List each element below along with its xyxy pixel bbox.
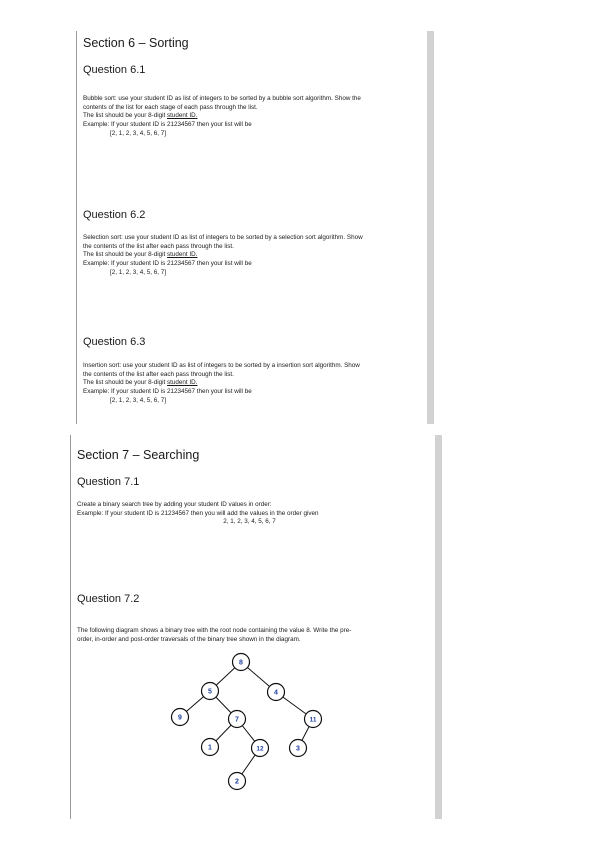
question-6-3-example-list: [2, 1, 2, 3, 4, 5, 6, 7] xyxy=(110,396,167,404)
tree-node-7-label: 7 xyxy=(235,716,239,724)
tree-node-12-label: 12 xyxy=(256,745,264,753)
tree-node-2-label: 2 xyxy=(235,778,239,786)
question-6-3-line-1: Insertion sort: use your student ID as list of integers to be sorted by a insertion sort algorithm. Show xyxy=(83,362,360,369)
question-6-2-line-2: the contents of the list after each pass through the list. xyxy=(83,242,234,250)
question-7-2-line-2: order, in-order and post-order traversals of the binary tree shown in the diagram. xyxy=(77,635,301,643)
question-7-2-line-1: The following diagram shows a binary tree with the root node containing the value 8. Write the pre- xyxy=(77,627,352,634)
tree-node-3 xyxy=(290,740,307,757)
tree-node-4 xyxy=(268,684,285,701)
tree-node-9 xyxy=(172,709,189,726)
tree-node-11 xyxy=(305,711,322,728)
question-6-1-example-list: [2, 1, 2, 3, 4, 5, 6, 7] xyxy=(110,129,167,137)
question-7-1-line-1: Create a binary search tree by adding your student ID values in order: xyxy=(77,501,272,508)
student-id-link[interactable]: student ID. xyxy=(167,112,198,120)
tree-node-3-label: 3 xyxy=(296,745,300,753)
tree-node-11-label: 11 xyxy=(309,716,317,724)
question-6-2-title: Question 6.2 xyxy=(83,209,146,221)
question-6-3-line-2: the contents of the list after each pass through the list. xyxy=(83,370,234,378)
tree-node-12 xyxy=(252,740,269,757)
question-7-1-example-values: 2, 1, 2, 3, 4, 5, 6, 7 xyxy=(223,518,276,526)
question-6-1-title: Question 6.1 xyxy=(83,64,146,76)
question-6-2-example-list: [2, 1, 2, 3, 4, 5, 6, 7] xyxy=(110,268,167,276)
tree-node-5-label: 5 xyxy=(208,688,212,696)
question-6-1-line-3-text: The list should be your 8-digit xyxy=(83,112,168,120)
student-id-link[interactable]: student ID. xyxy=(167,379,198,387)
tree-node-2 xyxy=(229,773,246,790)
tree-nodes xyxy=(172,654,322,790)
question-6-2-line-3-text: The list should be your 8-digit xyxy=(83,251,168,259)
tree-node-1 xyxy=(202,739,219,756)
tree-node-9-label: 9 xyxy=(178,714,182,722)
question-6-3-line-3-text: The list should be your 8-digit xyxy=(83,379,168,387)
question-7-1-title: Question 7.1 xyxy=(77,476,140,488)
section-6-title: Section 6 – Sorting xyxy=(83,36,189,50)
question-6-2-line-4: Example: If your student ID is 21234567 then your list will be xyxy=(83,260,252,268)
question-6-2-line-1: Selection sort: use your student ID as list of integers to be sorted by a selection sort algorithm. Show xyxy=(83,234,363,241)
question-6-1-line-4: Example: If your student ID is 21234567 then your list will be xyxy=(83,121,252,129)
question-6-3-line-4: Example: If your student ID is 21234567 then your list will be xyxy=(83,388,252,396)
tree-edges xyxy=(180,659,313,781)
question-6-1-line-2: contents of the list for each stage of each pass through the list. xyxy=(83,103,258,111)
question-7-1-line-2: Example: If your student ID is 21234567 then you will add the values in the order given xyxy=(77,509,319,517)
tree-node-7 xyxy=(229,711,246,728)
question-6-3-title: Question 6.3 xyxy=(83,336,146,348)
question-6-1-line-1: Bubble sort: use your student ID as list of integers to be sorted by a bubble sort algorithm. Show the xyxy=(83,95,361,102)
student-id-link[interactable]: student ID. xyxy=(167,251,198,259)
tree-node-8-label: 8 xyxy=(239,659,243,667)
question-7-2-title: Question 7.2 xyxy=(77,593,140,605)
section-7-title: Section 7 – Searching xyxy=(77,448,200,462)
tree-node-5 xyxy=(202,683,219,700)
tree-node-1-label: 1 xyxy=(208,744,212,752)
tree-node-8 xyxy=(233,654,250,671)
tree-node-4-label: 4 xyxy=(274,689,278,697)
